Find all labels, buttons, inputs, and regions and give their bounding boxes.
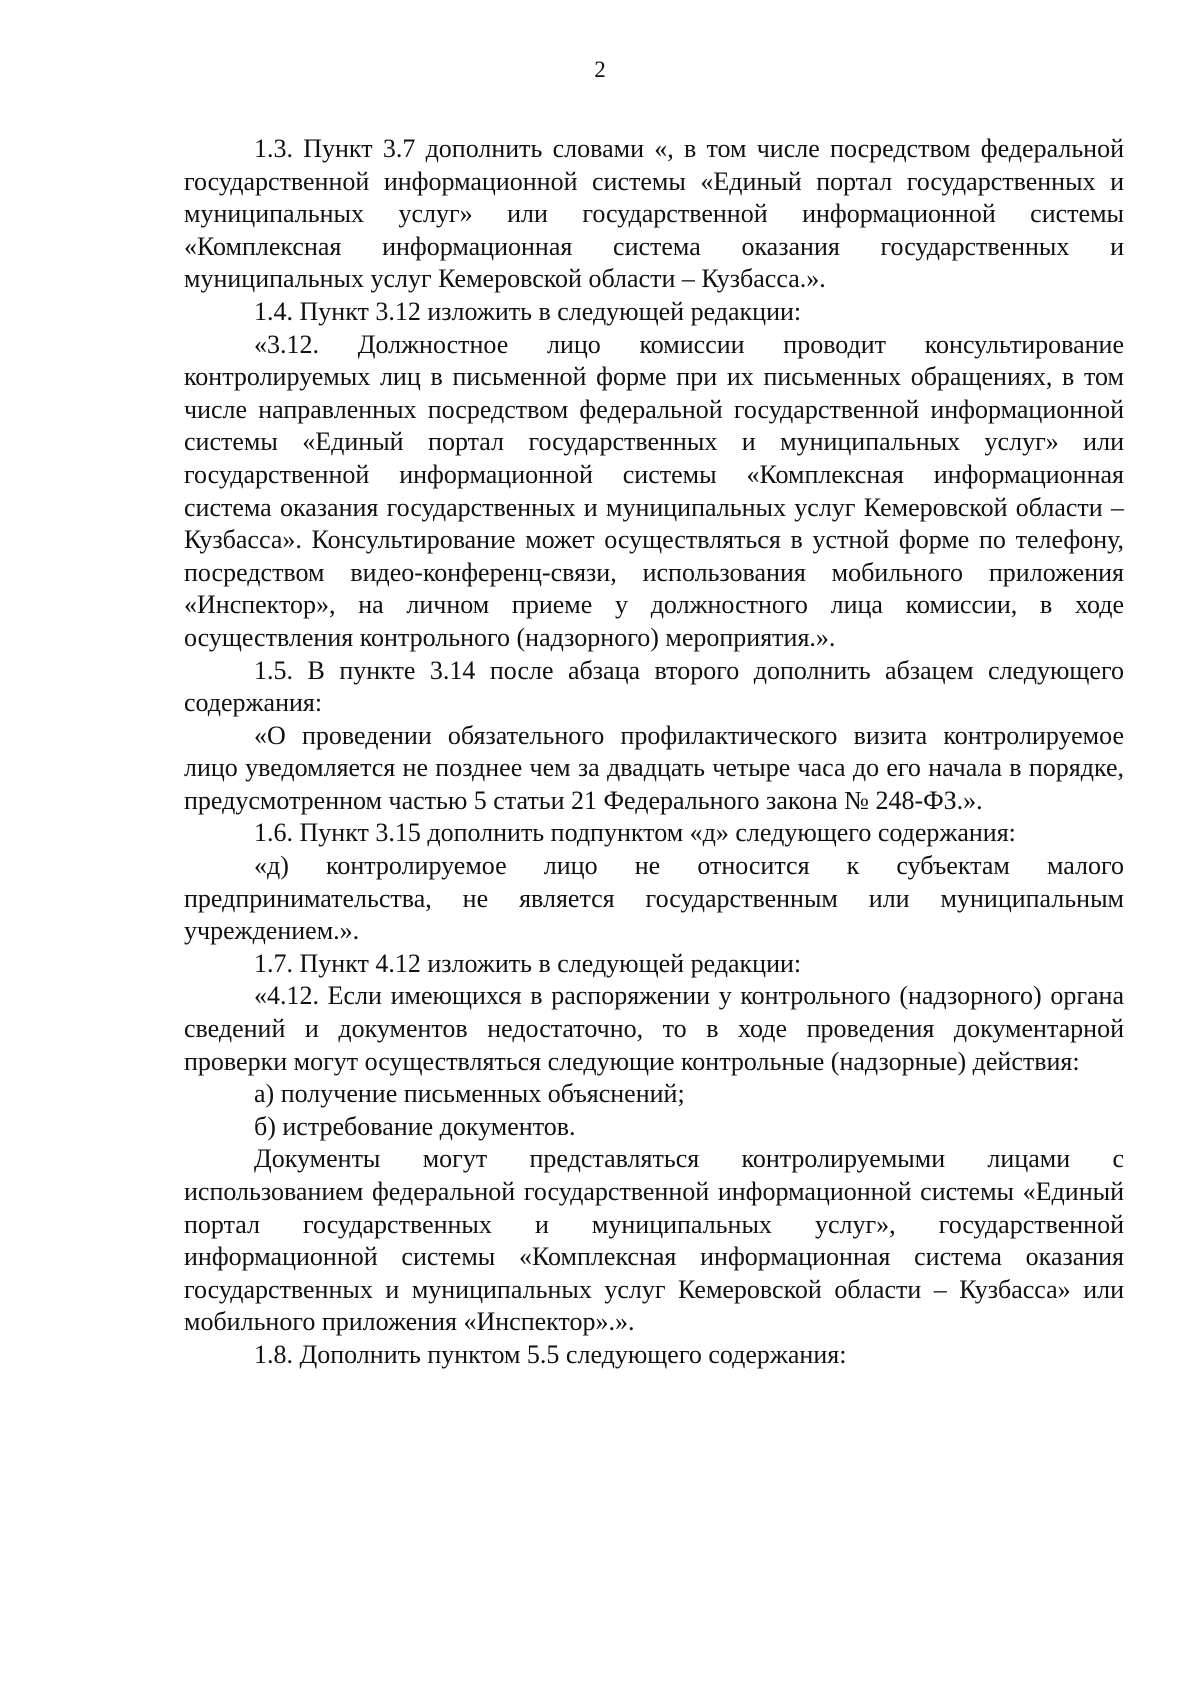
list-item-a: а) получение письменных объяснений; bbox=[254, 1079, 685, 1109]
paragraph-3-12-text: «3.12. Должностное лицо комиссии проводит консультирование контролируемых лиц в письменной форме при их письменных обращениях, в том числе направленных посредством федеральной государственной информационной системы «Единый портал государственных и муниципальных услуг» или государственной информационной системы «Комплексная информационная система оказания государственных и муниципальных услуг Кемеровской области – Кузбасса». Консультирование может осуществляться в устной форме по телефону, посредством видео-конференц-связи, использования мобильного приложения «Инспектор», на личном приеме у должностного лица комиссии, в ходе осуществления контрольного (надзорного) мероприятия.». bbox=[184, 329, 1124, 652]
paragraph-1-8: 1.8. Дополнить пунктом 5.5 следующего содержания: bbox=[254, 1339, 847, 1369]
page-number: 2 bbox=[594, 57, 606, 82]
paragraph-visit-notice: «О проведении обязательного профилактического визита контролируемое лицо уведомляется не позднее чем за двадцать четыре часа до его начала в порядке, предусмотренном частью 5 статьи 21 Федерального закона № 248-ФЗ.». bbox=[184, 720, 1124, 815]
paragraph-1-7: 1.7. Пункт 4.12 изложить в следующей редакции: bbox=[254, 948, 802, 978]
paragraph-1-6: 1.6. Пункт 3.15 дополнить подпунктом «д» следующего содержания: bbox=[254, 818, 1016, 848]
list-item-b: б) истребование документов. bbox=[254, 1111, 576, 1141]
document-body bbox=[184, 133, 1124, 1372]
paragraph-1-5: 1.5. В пункте 3.14 после абзаца второго дополнить абзацем следующего содержания: bbox=[184, 655, 1124, 718]
paragraph-1-4: 1.4. Пункт 3.12 изложить в следующей редакции: bbox=[254, 296, 802, 326]
paragraph-documents: Документы могут представляться контролируемыми лицами с использованием федеральной государственной информационной системы «Единый портал государственных и муниципальных услуг», государственной информационной системы «Комплексная информационная система оказания государственных и муниципальных услуг Кемеровской области – Кузбасса» или мобильного приложения «Инспектор».». bbox=[184, 1144, 1124, 1337]
paragraph-subpoint-d: «д) контролируемое лицо не относится к субъектам малого предпринимательства, не является государственным или муниципальным учреждением.». bbox=[184, 851, 1124, 946]
paragraph-1-3: 1.3. Пункт 3.7 дополнить словами «, в том числе посредством федеральной государственной информационной системы «Единый портал государственных и муниципальных услуг» или государственной информационной системы «Комплексная информационная система оказания государственных и муниципальных услуг Кемеровской области – Кузбасса.». bbox=[184, 134, 1124, 294]
paragraph-4-12-text: «4.12. Если имеющихся в распоряжении у контрольного (надзорного) органа сведений и документов недостаточно, то в ходе проведения документарной проверки могут осуществляться следующие контрольные (надзорные) действия: bbox=[184, 981, 1124, 1076]
